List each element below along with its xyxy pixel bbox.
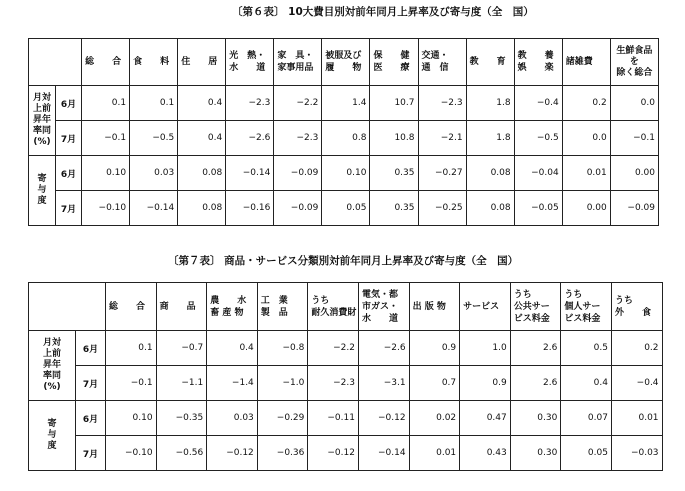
column-header <box>466 39 514 86</box>
value-cell: −0.29 <box>257 401 308 436</box>
column-header-line: うち <box>513 289 532 300</box>
column-header <box>561 283 612 331</box>
value-cell: 0.01 <box>409 436 460 471</box>
value-cell: 1.4 <box>322 86 370 121</box>
value-cell: −0.16 <box>226 191 274 226</box>
value-cell: −0.11 <box>308 401 359 436</box>
value-cell: −0.10 <box>82 191 130 226</box>
column-header-line: 家 具・ <box>277 51 314 61</box>
column-header-line: ビス料金 <box>513 313 550 324</box>
month-cell: 7月 <box>76 436 106 471</box>
column-header <box>460 283 511 331</box>
column-header-line: 製 品 <box>260 307 288 318</box>
value-cell: −0.35 <box>156 401 207 436</box>
value-cell: 10.7 <box>370 86 418 121</box>
value-cell: 0.0 <box>562 121 610 156</box>
value-cell: 0.08 <box>178 191 226 226</box>
table-6-title: 〔第６表〕 10大費目別対前年同月上昇率及び寄与度（全 国） <box>232 6 534 18</box>
column-header-line: 交通・ <box>421 51 449 61</box>
value-cell: −0.04 <box>514 156 562 191</box>
column-header-line: 通 信 <box>421 63 449 73</box>
column-header-line: 市ガス・ <box>361 301 398 312</box>
value-cell: 0.05 <box>561 436 612 471</box>
value-cell: −0.14 <box>358 436 409 471</box>
table-row <box>29 121 659 156</box>
value-cell: 0.08 <box>466 191 514 226</box>
value-cell: 0.9 <box>460 366 511 401</box>
column-header <box>510 283 561 331</box>
month-cell: 7月 <box>76 366 106 401</box>
value-cell: −0.36 <box>257 436 308 471</box>
column-header-line: ビス料金 <box>564 313 601 324</box>
value-cell: −0.4 <box>611 366 662 401</box>
group-label-line: 上前 <box>42 349 61 359</box>
column-header-line: 教 養 <box>517 51 554 61</box>
value-cell: 0.08 <box>466 156 514 191</box>
table-6-ten-categories <box>28 38 659 226</box>
value-cell: 0.00 <box>610 156 658 191</box>
header-row <box>29 39 659 86</box>
value-cell: 0.1 <box>82 86 130 121</box>
value-cell: 0.03 <box>207 401 258 436</box>
value-cell: −0.1 <box>106 366 157 401</box>
value-cell: −0.1 <box>610 121 658 156</box>
value-cell: −0.56 <box>156 436 207 471</box>
column-header-line: 耐久消費財 <box>311 307 357 318</box>
value-cell: −0.12 <box>308 436 359 471</box>
value-cell: 2.6 <box>510 331 561 366</box>
value-cell: 0.4 <box>178 121 226 156</box>
group-label-line: 度 <box>37 196 47 206</box>
value-cell: −2.3 <box>308 366 359 401</box>
column-header-line: 家事用品 <box>277 63 314 73</box>
column-header-line: 総 合 <box>109 301 146 312</box>
value-cell: 0.30 <box>510 401 561 436</box>
value-cell: 0.4 <box>178 86 226 121</box>
corner-cell <box>29 283 106 331</box>
group-label-line: 月対 <box>42 338 61 348</box>
column-header <box>358 283 409 331</box>
column-header <box>130 39 178 86</box>
column-header-line: 娯 楽 <box>517 63 554 73</box>
value-cell: −1.0 <box>257 366 308 401</box>
value-cell: 0.00 <box>562 191 610 226</box>
column-header <box>257 283 308 331</box>
value-cell: 0.10 <box>82 156 130 191</box>
group-label-line: 率同 <box>42 371 61 381</box>
value-cell: −0.12 <box>207 436 258 471</box>
column-header-line: 水 道 <box>361 313 398 324</box>
value-cell: −0.4 <box>514 86 562 121</box>
value-cell: 0.9 <box>409 331 460 366</box>
value-cell: −2.3 <box>226 86 274 121</box>
column-header-line: 外 食 <box>614 307 651 318</box>
value-cell: −0.1 <box>82 121 130 156</box>
value-cell: −1.1 <box>156 366 207 401</box>
value-cell: −2.2 <box>274 86 322 121</box>
value-cell: −2.6 <box>358 331 409 366</box>
group-label <box>29 401 76 471</box>
value-cell: 0.07 <box>561 401 612 436</box>
value-cell: 0.30 <box>510 436 561 471</box>
value-cell: −0.03 <box>611 436 662 471</box>
group-label <box>29 156 56 226</box>
month-cell: 7月 <box>56 191 82 226</box>
column-header <box>308 283 359 331</box>
table-row <box>29 191 659 226</box>
table-row <box>29 366 663 401</box>
column-header-line: 農 水 <box>210 295 247 306</box>
column-header-line: 電気・都 <box>361 289 398 300</box>
value-cell: −2.6 <box>226 121 274 156</box>
column-header-line: 出 版 物 <box>412 301 446 312</box>
corner-cell <box>29 39 82 86</box>
value-cell: 1.0 <box>460 331 511 366</box>
value-cell: 0.8 <box>322 121 370 156</box>
column-header <box>514 39 562 86</box>
value-cell: −0.27 <box>418 156 466 191</box>
value-cell: −0.5 <box>514 121 562 156</box>
table-7-title: 〔第７表〕 商品・サービス分類別対前年同月上昇率及び寄与度（全 国） <box>168 255 519 267</box>
value-cell: 0.0 <box>610 86 658 121</box>
column-header-line: 工 業 <box>260 295 288 306</box>
value-cell: 1.8 <box>466 86 514 121</box>
value-cell: −0.12 <box>358 401 409 436</box>
month-cell: 6月 <box>76 331 106 366</box>
value-cell: 0.2 <box>611 331 662 366</box>
value-cell: 0.03 <box>130 156 178 191</box>
column-header-line: 被服及び <box>325 51 362 61</box>
column-header <box>226 39 274 86</box>
value-cell: 0.35 <box>370 156 418 191</box>
value-cell: 0.02 <box>409 401 460 436</box>
value-cell: 0.7 <box>409 366 460 401</box>
value-cell: −2.2 <box>308 331 359 366</box>
column-header-line: 教 育 <box>469 57 506 67</box>
group-label-line: 昇年 <box>42 360 61 370</box>
group-label-line: 与 <box>47 430 57 440</box>
column-header-line: 住 居 <box>181 57 218 67</box>
column-header-line: を <box>629 56 639 67</box>
column-header <box>106 283 157 331</box>
value-cell: −0.09 <box>274 191 322 226</box>
column-header-line: うち <box>564 289 583 300</box>
value-cell: −2.1 <box>418 121 466 156</box>
column-header-line: 保 健 <box>373 51 410 61</box>
table-row <box>29 331 663 366</box>
column-header <box>274 39 322 86</box>
column-header-line: 医 療 <box>373 63 410 73</box>
column-header-line: 総 合 <box>85 57 122 67</box>
header-row <box>29 283 663 331</box>
group-label-line: 率同 <box>33 126 52 136</box>
column-header <box>370 39 418 86</box>
value-cell: −0.25 <box>418 191 466 226</box>
group-label <box>29 86 56 156</box>
table-7-goods-services <box>28 282 663 471</box>
column-header-line: 畜 産 物 <box>210 307 244 318</box>
value-cell: −0.05 <box>514 191 562 226</box>
value-cell: −0.14 <box>130 191 178 226</box>
column-header-line: うち <box>614 295 633 306</box>
column-header-line: 諸雑費 <box>565 57 593 67</box>
column-header <box>409 283 460 331</box>
value-cell: 2.6 <box>510 366 561 401</box>
value-cell: 0.47 <box>460 401 511 436</box>
group-label-line: (%) <box>43 382 61 392</box>
month-cell: 7月 <box>56 121 82 156</box>
value-cell: 0.1 <box>130 86 178 121</box>
table-row <box>29 156 659 191</box>
column-header-line: 生鮮食品 <box>616 45 653 56</box>
value-cell: 0.05 <box>322 191 370 226</box>
value-cell: 0.35 <box>370 191 418 226</box>
column-header <box>178 39 226 86</box>
value-cell: −0.5 <box>130 121 178 156</box>
column-header-line: 商 品 <box>159 301 196 312</box>
value-cell: 0.4 <box>207 331 258 366</box>
column-header-line: うち <box>311 295 330 306</box>
column-header <box>611 283 662 331</box>
column-header <box>156 283 207 331</box>
column-header <box>562 39 610 86</box>
value-cell: 0.01 <box>611 401 662 436</box>
table-row <box>29 86 659 121</box>
group-label-line: 上前 <box>33 104 52 114</box>
value-cell: 0.2 <box>562 86 610 121</box>
column-header-line: 個人サー <box>564 301 601 312</box>
column-header-line: 光 熱・ <box>229 51 266 61</box>
value-cell: 0.08 <box>178 156 226 191</box>
month-cell: 6月 <box>56 86 82 121</box>
value-cell: −0.14 <box>226 156 274 191</box>
value-cell: 0.10 <box>106 401 157 436</box>
group-label-line: 昇年 <box>33 115 52 125</box>
value-cell: −0.10 <box>106 436 157 471</box>
column-header-line: 公共サー <box>513 301 550 312</box>
column-header-line: 履 物 <box>325 63 362 73</box>
value-cell: −2.3 <box>418 86 466 121</box>
column-header <box>610 39 658 86</box>
month-cell: 6月 <box>56 156 82 191</box>
table-row <box>29 401 663 436</box>
value-cell: 0.10 <box>322 156 370 191</box>
column-header <box>418 39 466 86</box>
value-cell: 0.5 <box>561 331 612 366</box>
group-label-line: 月対 <box>33 93 52 103</box>
value-cell: −1.4 <box>207 366 258 401</box>
value-cell: −3.1 <box>358 366 409 401</box>
value-cell: −2.3 <box>274 121 322 156</box>
value-cell: 0.01 <box>562 156 610 191</box>
value-cell: −0.09 <box>274 156 322 191</box>
group-label-line: 与 <box>37 185 47 195</box>
table-row <box>29 436 663 471</box>
group-label <box>29 331 76 401</box>
group-label-line: (%) <box>33 137 51 147</box>
month-cell: 6月 <box>76 401 106 436</box>
column-header-line: 除く総合 <box>616 67 653 78</box>
value-cell: 0.4 <box>561 366 612 401</box>
column-header-line: 食 料 <box>133 57 170 67</box>
group-label-line: 寄 <box>37 174 47 184</box>
value-cell: 0.43 <box>460 436 511 471</box>
value-cell: −0.09 <box>610 191 658 226</box>
value-cell: −0.7 <box>156 331 207 366</box>
value-cell: 10.8 <box>370 121 418 156</box>
column-header-line: 水 道 <box>229 63 266 73</box>
value-cell: 0.1 <box>106 331 157 366</box>
group-label-line: 度 <box>47 441 57 451</box>
column-header <box>207 283 258 331</box>
column-header-line: サービス <box>463 301 500 312</box>
column-header <box>82 39 130 86</box>
value-cell: 1.8 <box>466 121 514 156</box>
group-label-line: 寄 <box>47 419 57 429</box>
value-cell: −0.8 <box>257 331 308 366</box>
column-header <box>322 39 370 86</box>
